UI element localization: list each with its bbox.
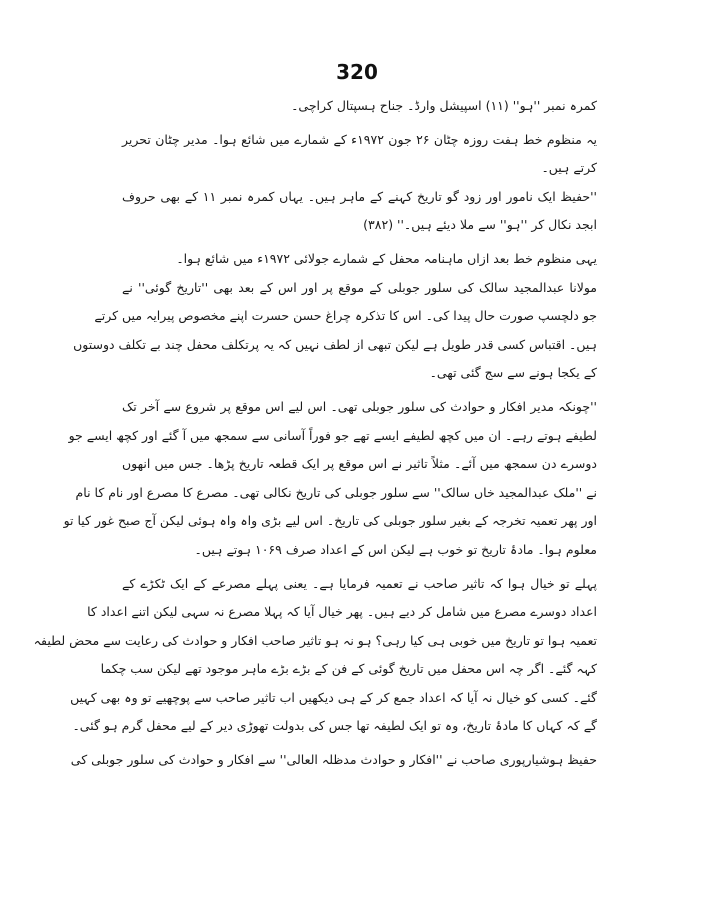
text-line: ''حفیظ ایک نامور اور زود گو تاریخ کہنے کے ماہر ہیں۔ یہاں کمرہ نمبر ۱۱ کے بھی حروف	[122, 188, 597, 204]
text-line: مولانا عبدالمجید سالک کی سلور جوبلی کے موقع پر اور اس کے بعد بھی ''تاریخ گوئی'' نے	[122, 279, 597, 295]
body-text	[33, 92, 598, 775]
text-line: اور پھر تعمیہ تخرجہ کے بغیر سلور جوبلی کی تاریخ۔ اس لیے بڑی واہ واہ ہوئی لیکن آج صبح غور کیا تو	[63, 513, 597, 529]
text-line: اعداد دوسرے مصرع میں شامل کر دیے ہیں۔ پھر خیال آیا کہ پہلا مصرع نہ سہی لیکن اتنے اعداد کا	[87, 604, 597, 620]
text-line: گئے۔ کسی کو خیال نہ آیا کہ اعداد جمع کر کے ہی دیکھیں اب تاثیر صاحب سے پوچھیے تو وہ بھی کہیں	[70, 689, 597, 705]
text-line: لطیفے ہوتے رہے۔ ان میں کچھ لطیفے ایسے تھے جو فوراً آسانی سے سمجھ میں آ گئے اور کچھ ایسے جو	[68, 427, 597, 443]
page-number: 320	[336, 60, 378, 84]
text-line: یہی منظوم خط بعد ازاں ماہنامہ محفل کے شمارے جولائی ۱۹۷۲ء میں شائع ہوا۔	[176, 250, 597, 266]
text-line: کمرہ نمبر ''ہو'' (۱۱) اسپیشل وارڈ۔ جناح ہسپتال کراچی۔	[291, 98, 597, 113]
text-line: نے ''ملک عبدالمجید خاں سالک'' سے سلور جوبلی کی تاریخ نکالی تھی۔ مصرع کا مصرع اور نام کا نام	[75, 484, 597, 500]
text-line: ''چونکہ مدیر افکار و حوادث کی سلور جوبلی تھی۔ اس لیے اس موقع پر شروع سے آخر تک	[122, 398, 597, 414]
text-line: ہیں۔ اقتباس کسی قدر طویل ہے لیکن تبھی از لطف نہیں کہ یہ پرتکلف محفل چند بے تکلف دوستوں	[73, 336, 597, 352]
text-line: کہہ گئے۔ اگر چہ اس محفل میں تاریخ گوئی کے فن کے بڑے بڑے ماہر موجود تھے لیکن سب چکما	[100, 661, 597, 677]
text-line: یہ منظوم خط ہفت روزہ چٹان ۲۶ جون ۱۹۷۲ء کے شمارے میں شائع ہوا۔ مدیر چٹان تحریر	[122, 131, 598, 147]
text-line: معلوم ہوا۔ مادۂ تاریخ تو خوب ہے لیکن اس کے اعداد صرف ۱۰۶۹ ہوتے ہیں۔	[194, 541, 597, 557]
text-line: دوسرے دن سمجھ میں آئے۔ مثلاً تاثیر نے اس موقع پر ایک قطعہ تاریخ پڑھا۔ جس میں انھوں	[122, 456, 597, 472]
text-line: کرتے ہیں۔	[541, 160, 597, 176]
text-line: حفیظ ہوشیارپوری صاحب نے ''افکار و حوادث مدظلہ العالی'' سے افکار و حوادث کی سلور جوبلی کی	[70, 752, 597, 768]
text-line: جو دلچسپ صورت حال پیدا کی۔ اس کا تذکرہ چراغ حسن حسرت اپنے مخصوص پیرایہ میں کرتے	[94, 308, 597, 324]
text-line: کے یکجا ہونے سے سج گئی تھی۔	[429, 365, 597, 381]
text-line: پہلے تو خیال ہوا کہ تاثیر صاحب نے تعمیہ فرمایا ہے۔ یعنی پہلے مصرعے کے ایک ٹکڑے کے	[122, 575, 597, 591]
text-line: گے کہ کہاں کا مادۂ تاریخ، وہ تو ایک لطیفہ تھا جس کی بدولت تھوڑی دیر کے لیے محفل گرم ہو گئی۔	[72, 718, 597, 734]
text-line: تعمیہ ہوا تو تاریخ میں خوبی ہی کیا رہی؟ ہو نہ ہو تاثیر صاحب افکار و حوادث کی رعایت سے محض لطیفہ	[33, 632, 597, 648]
text-line: ابجد نکال کر ''ہو'' سے ملا دیئے ہیں۔'' (۳۸۲)	[363, 217, 597, 233]
